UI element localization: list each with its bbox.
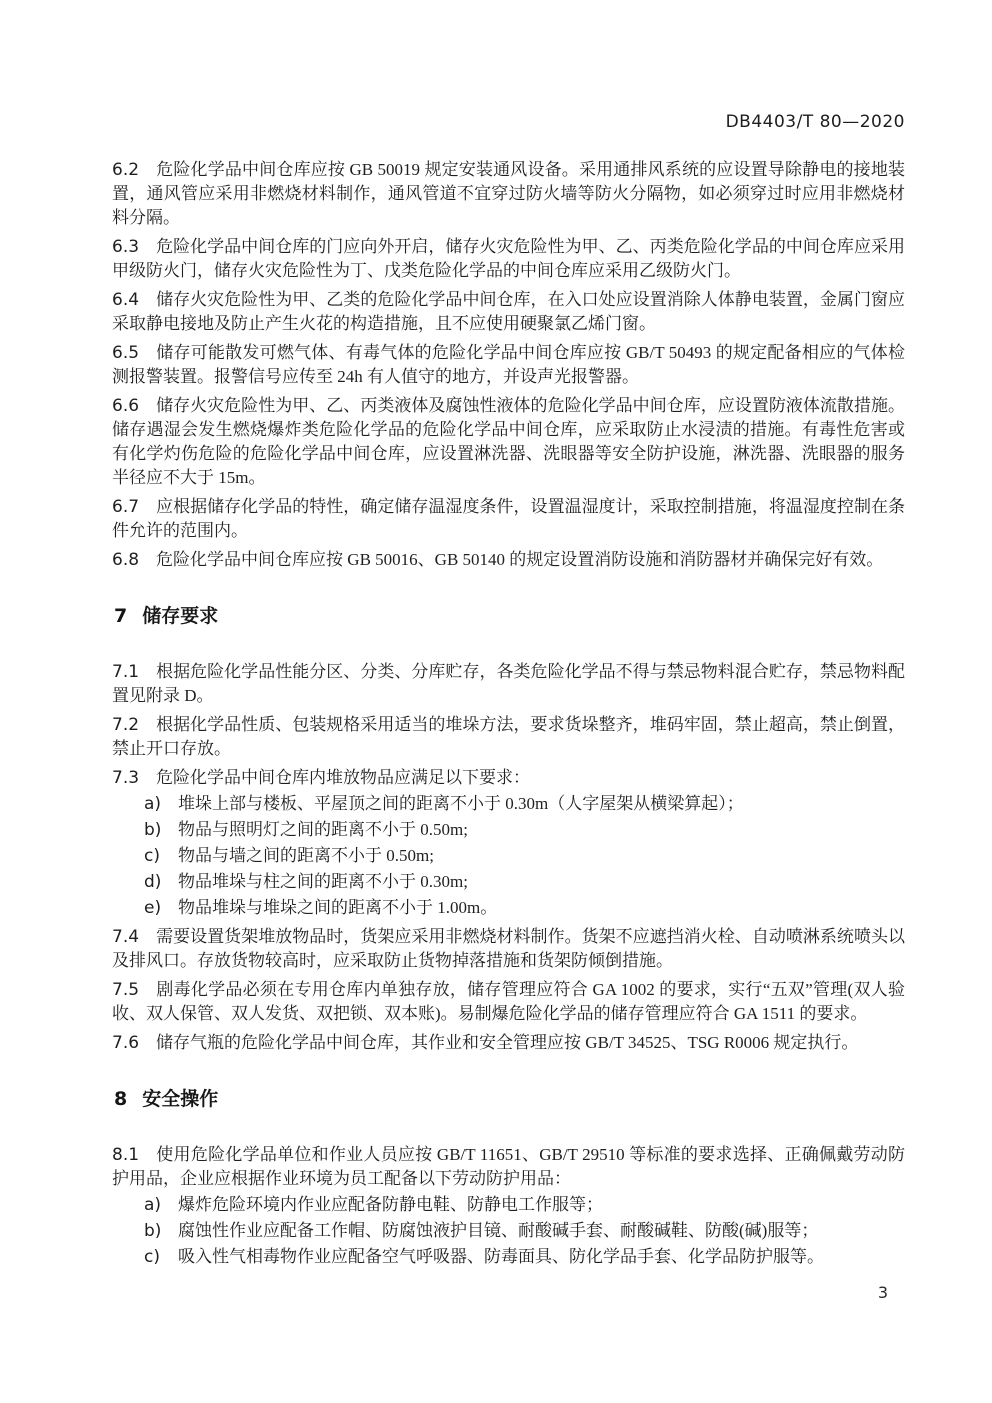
- doc-number: DB4403/T 80—2020: [725, 112, 905, 132]
- list-item-7-3-d: [112, 870, 905, 894]
- page-number: 3: [877, 1283, 888, 1302]
- clause-text: 危险化学品中间仓库应按 GB 50019 规定安装通风设备。采用通排风系统的应设置导除静电的接地装置，通风管应采用非燃烧材料制作，通风管道不宜穿过防火墙等防火分隔物，如必须穿过时应用非燃烧材料分隔。: [112, 160, 905, 227]
- clause-number: 6.4: [112, 290, 140, 310]
- item-text: 吸入性气相毒物作业应配备空气呼吸器、防毒面具、防化学品手套、化学品防护服等。: [178, 1247, 824, 1266]
- clause-text: 危险化学品中间仓库内堆放物品应满足以下要求：: [156, 768, 531, 787]
- clause-number: 7.3: [112, 768, 140, 788]
- list-item-8-1-c: [112, 1245, 905, 1269]
- clause-7-1: [112, 660, 905, 708]
- item-text: 物品与照明灯之间的距离不小于 0.50m;: [178, 820, 468, 839]
- clause-7-6: [112, 1031, 905, 1055]
- clause-text: 储存火灾危险性为甲、乙类的危险化学品中间仓库，在入口处应设置消除人体静电装置，金属门窗应采取静电接地及防止产生火花的构造措施，且不应使用硬聚氯乙烯门窗。: [112, 290, 905, 333]
- section-number: 7: [114, 605, 128, 627]
- clause-number: 6.3: [112, 237, 140, 257]
- clause-number: 7.5: [112, 980, 140, 1000]
- item-text: 物品堆垛与柱之间的距离不小于 0.30m;: [178, 872, 468, 891]
- list-item-8-1-a: [112, 1193, 905, 1217]
- clause-6-4: [112, 288, 905, 336]
- clause-text: 危险化学品中间仓库应按 GB 50016、GB 50140 的规定设置消防设施和消防器材并确保完好有效。: [156, 550, 884, 569]
- clause-text: 应根据储存化学品的特性，确定储存温湿度条件，设置温湿度计，采取控制措施，将温湿度控制在条件允许的范围内。: [112, 497, 905, 540]
- clause-7-3: [112, 766, 905, 790]
- clause-6-3: [112, 235, 905, 283]
- item-label: b): [144, 1221, 162, 1241]
- clause-text: 储存可能散发可燃气体、有毒气体的危险化学品中间仓库应按 GB/T 50493 的规定配备相应的气体检测报警装置。报警信号应传至 24h 有人值守的地方，并设声光报警器。: [112, 343, 905, 386]
- clause-number: 8.1: [112, 1145, 140, 1165]
- list-item-7-3-a: [112, 792, 905, 816]
- clause-7-5: [112, 978, 905, 1026]
- clause-text: 储存火灾危险性为甲、乙、丙类液体及腐蚀性液体的危险化学品中间仓库，应设置防液体流散措施。储存遇湿会发生燃烧爆炸类危险化学品的危险化学品中间仓库，应采取防止水浸渍的措施。有毒性危害或有化学灼伤危险的危险化学品中间仓库，应设置淋洗器、洗眼器等安全防护设施，淋洗器、洗眼器的服务半径应不大于 15m。: [112, 396, 905, 487]
- clause-number: 6.2: [112, 160, 140, 180]
- clause-text: 储存气瓶的危险化学品中间仓库，其作业和安全管理应按 GB/T 34525、TSG R0006 规定执行。: [156, 1033, 859, 1052]
- clause-6-2: [112, 158, 905, 230]
- section-number: 8: [114, 1088, 128, 1110]
- item-label: b): [144, 820, 162, 840]
- clause-number: 7.2: [112, 715, 140, 735]
- item-text: 物品与墙之间的距离不小于 0.50m;: [178, 846, 434, 865]
- clause-number: 6.5: [112, 343, 140, 363]
- item-label: a): [144, 1195, 162, 1215]
- clause-text: 根据危险化学品性能分区、分类、分库贮存，各类危险化学品不得与禁忌物料混合贮存，禁忌物料配置见附录 D。: [112, 662, 905, 705]
- clause-text: 剧毒化学品必须在专用仓库内单独存放，储存管理应符合 GA 1002 的要求，实行“五双”管理(双人验收、双人保管、双人发货、双把锁、双本账)。易制爆危险化学品的储存管理应符合 GA 1511 的要求。: [112, 980, 905, 1023]
- clause-6-6: [112, 394, 905, 490]
- item-label: e): [144, 898, 162, 918]
- clause-number: 7.4: [112, 927, 140, 947]
- page-footer: [878, 1283, 888, 1302]
- clause-number: 6.8: [112, 550, 140, 570]
- list-item-7-3-c: [112, 844, 905, 868]
- clause-6-5: [112, 341, 905, 389]
- list-item-8-1-b: [112, 1219, 905, 1243]
- clause-number: 6.7: [112, 497, 140, 517]
- section-title: 安全操作: [142, 1088, 219, 1110]
- list-item-7-3-b: [112, 818, 905, 842]
- page-header: [112, 112, 905, 132]
- item-text: 物品堆垛与堆垛之间的距离不小于 1.00m。: [178, 898, 498, 917]
- clause-text: 使用危险化学品单位和作业人员应按 GB/T 11651、GB/T 29510 等标准的要求选择、正确佩戴劳动防护用品，企业应根据作业环境为员工配备以下劳动防护用品：: [112, 1145, 905, 1188]
- clause-text: 根据化学品性质、包装规格采用适当的堆垛方法，要求货垛整齐，堆码牢固，禁止超高，禁止倒置，禁止开口存放。: [112, 715, 905, 758]
- section-7-heading: [114, 604, 905, 628]
- section-title: 储存要求: [142, 605, 219, 627]
- clause-text: 需要设置货架堆放物品时，货架应采用非燃烧材料制作。货架不应遮挡消火栓、自动喷淋系统喷头以及排风口。存放货物较高时，应采取防止货物掉落措施和货架防倾倒措施。: [112, 927, 905, 970]
- list-item-7-3-e: [112, 896, 905, 920]
- item-label: a): [144, 794, 162, 814]
- clause-number: 7.6: [112, 1033, 140, 1053]
- clause-number: 7.1: [112, 662, 140, 682]
- clause-text: 危险化学品中间仓库的门应向外开启，储存火灾危险性为甲、乙、丙类危险化学品的中间仓库应采用甲级防火门，储存火灾危险性为丁、戊类危险化学品的中间仓库应采用乙级防火门。: [112, 237, 905, 280]
- section-8-heading: [114, 1087, 905, 1111]
- item-label: c): [144, 1247, 160, 1267]
- item-label: c): [144, 846, 160, 866]
- item-text: 腐蚀性作业应配备工作帽、防腐蚀液护目镜、耐酸碱手套、耐酸碱鞋、防酸(碱)服等；: [178, 1221, 819, 1240]
- clause-6-7: [112, 495, 905, 543]
- item-text: 堆垛上部与楼板、平屋顶之间的距离不小于 0.30m（人字屋架从横梁算起）；: [178, 794, 744, 813]
- clause-8-1: [112, 1143, 905, 1191]
- document-content: [112, 158, 905, 1269]
- clause-6-8: [112, 548, 905, 572]
- item-label: d): [144, 872, 162, 892]
- item-text: 爆炸危险环境内作业应配备防静电鞋、防静电工作服等；: [178, 1195, 603, 1214]
- clause-7-2: [112, 713, 905, 761]
- clause-7-4: [112, 925, 905, 973]
- clause-number: 6.6: [112, 396, 140, 416]
